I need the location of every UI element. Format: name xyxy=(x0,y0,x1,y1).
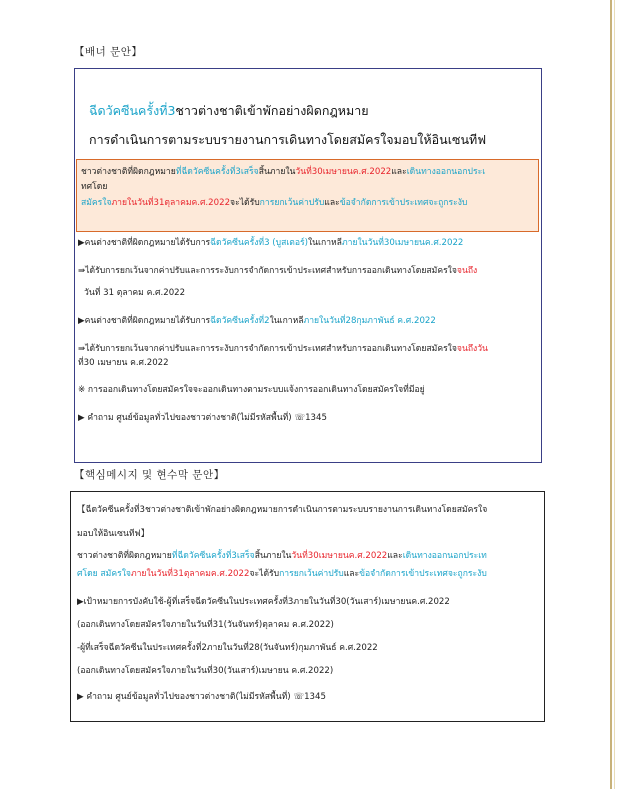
notice-text: และ xyxy=(324,198,340,208)
core-highlight: ที่ฉีดวัคซีนครั้งที่3เสร็จ xyxy=(171,551,255,561)
bullet-date: ภายในวันที่30เมษายนค.ศ.2022 xyxy=(341,238,464,248)
notice-highlight: ที่ฉีดวัคซีนครั้งที่3เสร็จ xyxy=(175,167,259,177)
bullet-text: ▶คนต่างชาติที่ผิดกฎหมายได้รับการ xyxy=(78,316,211,326)
result-dose3-line2: วันที่ 31 ตุลาคม ค.ศ.2022 xyxy=(84,288,186,298)
result-highlight: จนถึง xyxy=(456,266,478,276)
result-dose2-line2: ที่30 เมษายน ค.ศ.2022 xyxy=(78,358,169,368)
core-highlight: เดินทางออกนอกประเท xyxy=(402,551,487,561)
core-para-line2 xyxy=(77,568,487,581)
core-text: สิ้นภายใน xyxy=(254,551,292,561)
notice-line-2: ทศโดย xyxy=(81,182,108,192)
page-edge-line xyxy=(610,0,612,789)
core-text: และ xyxy=(387,551,403,561)
core-text: จะได้รับ xyxy=(249,569,280,579)
notice-highlight: การยกเว้นค่าปรับ xyxy=(259,198,325,208)
bullet-dose2 xyxy=(78,315,436,328)
banner-title-line2: การดำเนินการตามระบบรายงานการเดินทางโดยสมัครใจมอบให้อินเซนทีฟ xyxy=(89,132,487,147)
core-text: ชาวต่างชาติที่ผิดกฎหมาย xyxy=(77,551,172,561)
note-line: ※ การออกเดินทางโดยสมัครใจจะออกเดินทางตามระบบแจ้งการออกเดินทางโดยสมัครใจที่มีอยู่ xyxy=(78,385,425,395)
target-line1: ▶เป้าหมายการบังคับใช้-ผู้ที่เสร็จฉีดวัคซีนในประเทศครั้งที่3ภายในวันที่30(วันเสาร์)เมษายนค.ศ.2022 xyxy=(77,597,450,607)
core-date: ภายในวันที่31ตุลาคมค.ศ.2022 xyxy=(130,569,250,579)
bullet-dose3 xyxy=(78,237,463,250)
bullet-text: ในเกาหลี xyxy=(307,238,342,248)
target-line3: -ผู้ที่เสร็จฉีดวัคซีนในประเทศครั้งที่2ภายในวันที่28(วันจันทร์)กุมภาพันธ์ ค.ศ.2022 xyxy=(77,643,378,653)
core-text: และ xyxy=(343,569,360,579)
bullet-date: ภายในวันที่28กุมภาพันธ์ ค.ศ.2022 xyxy=(303,316,436,326)
bullet-highlight: ฉีดวัคซีนครั้งที่3 (บูสเตอร์) xyxy=(210,238,308,248)
notice-date: ภายในวันที่31ตุลาคมค.ศ.2022 xyxy=(111,198,231,208)
core-highlight: การยกเว้นค่าปรับ xyxy=(279,569,344,579)
notice-line-1 xyxy=(81,166,485,179)
notice-text: สิ้นภายใน xyxy=(258,167,296,177)
target-line4: (ออกเดินทางโดยสมัครใจภายในวันที่30(วันเสาร์)เมษายน ค.ศ.2022) xyxy=(77,666,334,676)
result-text: ⇛ได้รับการยกเว้นจากค่าปรับและการระงับการจำกัดการเข้าประเทศสำหรับการออกเดินทางโดยสมัครใจ xyxy=(78,266,457,276)
core-head-line1: 【ฉีดวัคซีนครั้งที่3ชาวต่างชาติเข้าพักอย่างผิดกฎหมายการดำเนินการตามระบบรายงานการเดินทางโดยสมัครใจ xyxy=(77,505,488,515)
core-date: วันที่30เมษายนค.ศ.2022 xyxy=(291,551,388,561)
result-highlight: จนถึงวัน xyxy=(456,344,488,354)
notice-line-3 xyxy=(81,197,467,210)
notice-text: ชาวต่างชาติที่ผิดกฎหมาย xyxy=(81,167,176,177)
inquiry-line: ▶ คำถาม ศูนย์ข้อมูลทั่วไปของชาวต่างชาติ(ไม่มีรหัสพื้นที่) ☏1345 xyxy=(78,413,327,423)
notice-highlight: สมัครใจ xyxy=(81,198,112,208)
core-para-line1 xyxy=(77,550,487,563)
title-highlight: ฉีดวัคซีนครั้งที่3 xyxy=(89,103,176,118)
notice-box xyxy=(76,159,539,232)
result-text: ⇛ได้รับการยกเว้นจากค่าปรับและการระงับการจำกัดการเข้าประเทศสำหรับการออกเดินทางโดยสมัครใจ xyxy=(78,344,457,354)
target-line2: (ออกเดินทางโดยสมัครใจภายในวันที่31(วันจันทร์)ตุลาคม ค.ศ.2022) xyxy=(77,620,334,630)
core-highlight: ศโดย สมัครใจ xyxy=(77,569,131,579)
core-highlight: ข้อจำกัดการเข้าประเทศจะถูกระงับ xyxy=(359,569,487,579)
result-dose2-line1 xyxy=(78,343,488,356)
core-head-line2: มอบให้อินเซนทีฟ】 xyxy=(77,529,150,539)
notice-highlight: ข้อจำกัดการเข้าประเทศจะถูกระงับ xyxy=(339,198,468,208)
banner-title-line1 xyxy=(89,101,369,121)
bullet-text: ▶คนต่างชาติที่ผิดกฎหมายได้รับการ xyxy=(78,238,211,248)
bullet-highlight: ฉีดวัคซีนครั้งที่2 xyxy=(210,316,270,326)
banner-section-label: 【배너 문안】 xyxy=(74,46,143,58)
title-rest: ชาวต่างชาติเข้าพักอย่างผิดกฎหมาย xyxy=(175,103,369,118)
bullet-text: ในเกาหลี xyxy=(269,316,304,326)
notice-text: และ xyxy=(391,167,407,177)
notice-text: จะได้รับ xyxy=(230,198,260,208)
core-inquiry-line: ▶ คำถาม ศูนย์ข้อมูลทั่วไปของชาวต่างชาติ(ไม่มีรหัสพื้นที่) ☏1345 xyxy=(77,692,326,702)
core-message-section-label: 【핵심메시지 및 현수막 문안】 xyxy=(74,469,225,481)
notice-highlight: เดินทางออกนอกประเ xyxy=(406,167,486,177)
page-edge-line-inner xyxy=(614,0,615,789)
notice-date: วันที่30เมษายนค.ศ.2022 xyxy=(295,167,392,177)
result-dose3-line1 xyxy=(78,265,477,278)
